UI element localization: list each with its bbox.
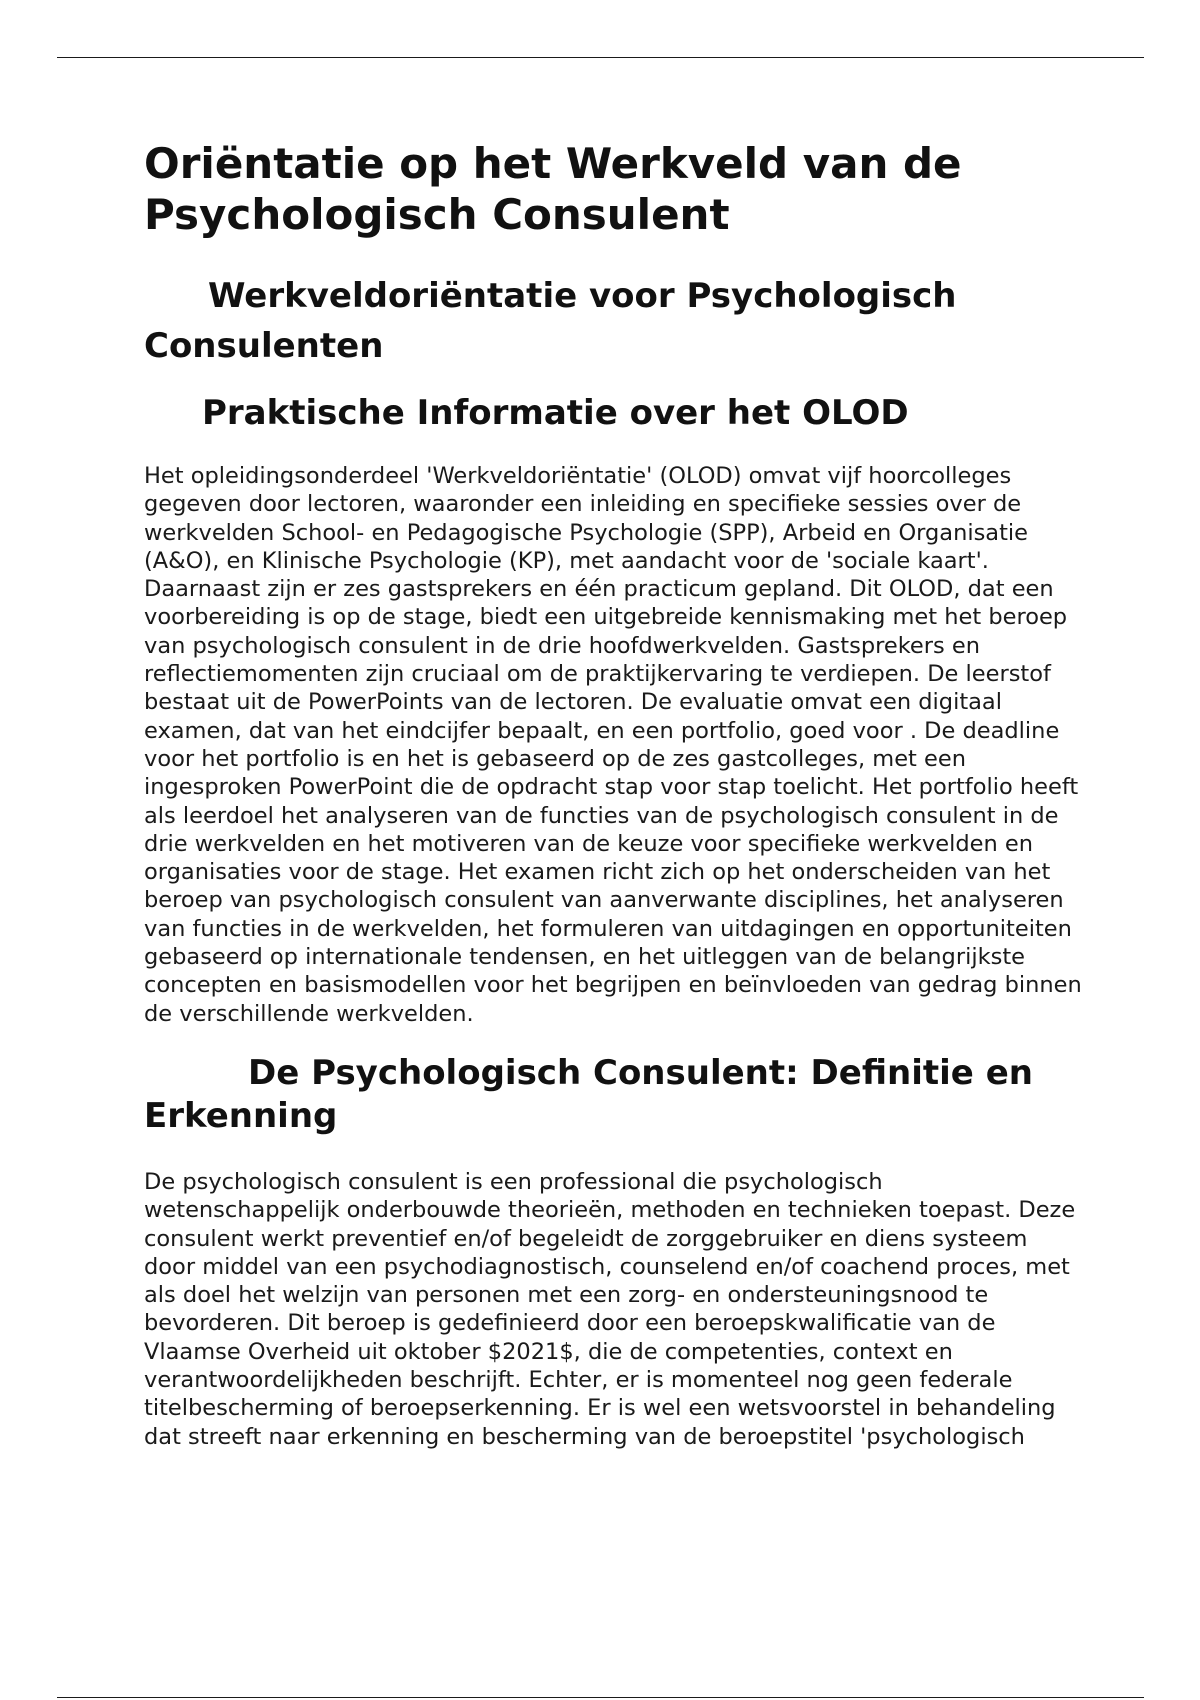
document-content	[144, 138, 1084, 1451]
bottom-rule	[57, 1697, 1144, 1698]
document-title: Oriëntatie op het Werkveld van de Psychologisch Consulent	[144, 139, 962, 239]
document-subtitle: Werkveldoriëntatie voor Psychologisch Consulenten	[144, 276, 957, 366]
section-body-praktische-informatie: Het opleidingsonderdeel 'Werkveldoriëntatie' (OLOD) omvat vijf hoorcolleges gegeven door lectoren, waaronder een inleiding en specifieke sessies over de werkvelden School- en Pedagogische Psychologie (SPP), Arbeid en Organisatie (A&O), en Klinische Psychologie (KP), met aandacht voor de 'sociale kaart'. Daarnaast zijn er zes gastsprekers en één practicum gepland. Dit OLOD, dat een voorbereiding is op de stage, biedt een uitgebreide kennismaking met het beroep van psychologisch consulent in de drie hoofdwerkvelden. Gastsprekers en reflectiemomenten zijn cruciaal om de praktijkervaring te verdiepen. De leerstof bestaat uit de PowerPoints van de lectoren. De evaluatie omvat een digitaal examen, dat van het eindcijfer bepaalt, en een portfolio, goed voor . De deadline voor het portfolio is en het is gebaseerd op de zes gastcolleges, met een ingesproken PowerPoint die de opdracht stap voor stap toelicht. Het portfolio heeft als leerdoel het analyseren van de functies van de psychologisch consulent in de drie werkvelden en het motiveren van de keuze voor specifieke werkvelden en organisaties voor de stage. Het examen richt zich op het onderscheiden van het beroep van psychologisch consulent van aanverwante disciplines, het analyseren van functies in de werkvelden, het formuleren van uitdagingen en opportuniteiten gebaseerd op internationale tendensen, en het uitleggen van de belangrijkste concepten en basismodellen voor het begrijpen en beïnvloeden van gedrag binnen de verschillende werkvelden.	[144, 463, 1082, 1027]
section-heading-definitie-erkenning: De Psychologisch Consulent: Definitie en Erkenning	[144, 1052, 1033, 1136]
top-rule	[57, 57, 1144, 58]
section-body-definitie-erkenning: De psychologisch consulent is een professional die psychologisch wetenschappelijk onderbouwde theorieën, methoden en technieken toepast. Deze consulent werkt preventief en/of begeleidt de zorggebruiker en diens systeem door middel van een psychodiagnostisch, counselend en/of coachend proces, met als doel het welzijn van personen met een zorg- en ondersteuningsnood te bevorderen. Dit beroep is gedefinieerd door een beroepskwalificatie van de Vlaamse Overheid uit oktober $2021$, die de competenties, context en verantwoordelijkheden beschrijft. Echter, er is momenteel nog geen federale titelbescherming of beroepserkenning. Er is wel een wetsvoorstel in behandeling dat streeft naar erkenning en bescherming van de beroepstitel 'psychologisch	[144, 1168, 1076, 1450]
section-heading-praktische-informatie: Praktische Informatie over het OLOD	[202, 393, 909, 433]
